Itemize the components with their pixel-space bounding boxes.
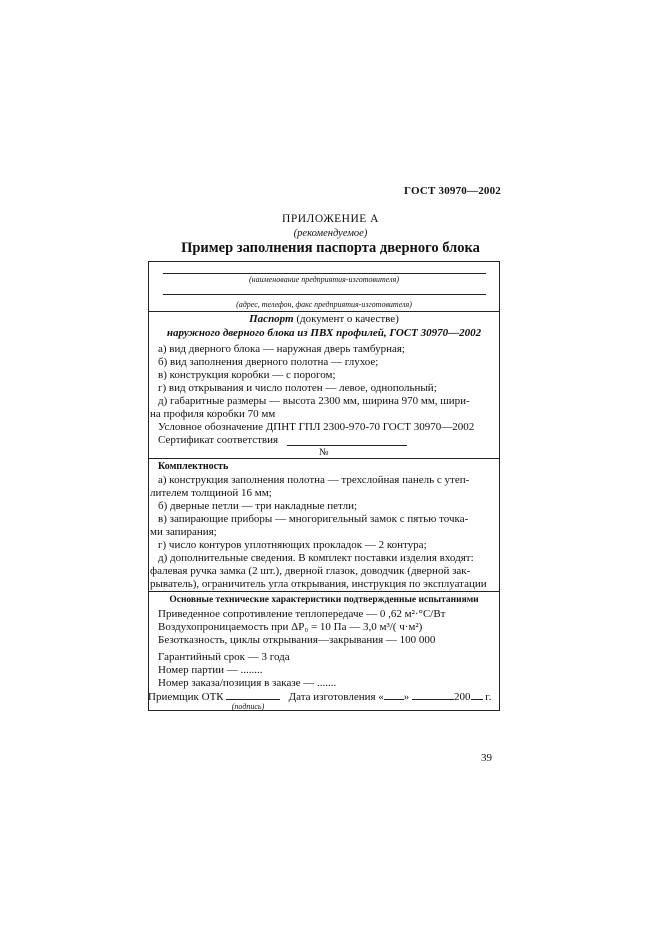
- tech-item: Приведенное сопротивление теплопередаче — 0 ,62 м²·°С/Вт: [158, 608, 446, 620]
- order-number: Номер заказа/позиция в заказе — .......: [158, 677, 337, 689]
- inspector-row: [148, 690, 491, 704]
- year-blank: [471, 690, 483, 700]
- section-divider: [148, 458, 500, 459]
- address-caption: (адрес, телефон, факс предприятия-изготовителя): [236, 300, 412, 309]
- spec-item: б) вид заполнения дверного полотна — глухое;: [158, 356, 379, 368]
- date-month-blank: [412, 690, 454, 700]
- year-suffix: г.: [485, 691, 492, 703]
- completeness-item: г) число контуров уплотняющих прокладок — 2 контура;: [158, 539, 427, 551]
- completeness-item: лителем толщиной 16 мм;: [150, 487, 272, 499]
- passport-word: Паспорт: [249, 313, 294, 325]
- address-line: [163, 294, 486, 295]
- designation: Условное обозначение ДПНТ ГПЛ 2300-970-70 ГОСТ 30970—2002: [158, 421, 475, 433]
- certificate-label: Сертификат соответствия: [158, 434, 279, 446]
- inspector-label: Приемщик ОТК: [148, 691, 224, 703]
- section-divider: [148, 591, 500, 592]
- manufacturer-caption: (наименование предприятия-изготовителя): [249, 275, 399, 284]
- completeness-item: в) запирающие приборы — многоригельный замок с пятью точка-: [158, 513, 469, 525]
- spec-item: д) габаритные размеры — высота 2300 мм, ширина 970 мм, шири-: [158, 395, 470, 407]
- passport-doc: (документ о качестве): [293, 313, 399, 325]
- section-divider: [148, 311, 500, 312]
- completeness-item: д) дополнительные сведения. В комплект поставки изделия входят:: [158, 552, 474, 564]
- completeness-item: ми запирания;: [150, 526, 217, 538]
- inspector-signature-blank: [226, 690, 280, 700]
- completeness-item: рыватель), ограничитель угла открывания, инструкция по эксплуатации: [150, 578, 487, 590]
- spec-item: на профиля коробки 70 мм: [150, 408, 276, 420]
- product-title: наружного дверного блока из ПВХ профилей, ГОСТ 30970—2002: [166, 327, 482, 339]
- tech-heading: Основные технические характеристики подтвержденные испытаниями: [169, 595, 479, 605]
- completeness-item: б) дверные петли — три накладные петли;: [158, 500, 358, 512]
- tech-item: Воздухопроницаемость при ΔP₀ = 10 Па — 3,0 м³/( ч·м²): [158, 621, 423, 633]
- completeness-heading: Комплектность: [158, 461, 229, 472]
- completeness-item: фалевая ручка замка (2 шт.), дверной глазок, доводчик (дверной зак-: [150, 565, 471, 577]
- number-sign: №: [319, 447, 329, 458]
- passport-heading: [148, 313, 500, 326]
- certificate-line: [287, 445, 407, 446]
- date-label: Дата изготовления «: [288, 691, 384, 703]
- appendix-subtitle: (рекомендуемое): [293, 228, 368, 239]
- batch-number: Номер партии — ........: [158, 664, 263, 676]
- page-number: 39: [481, 752, 492, 764]
- appendix-title: ПРИЛОЖЕНИЕ А: [282, 213, 379, 225]
- date-day-blank: [384, 690, 404, 700]
- signature-caption: (подпись): [231, 702, 265, 711]
- year-prefix: 200: [454, 691, 471, 703]
- warranty: Гарантийный срок — 3 года: [158, 651, 290, 663]
- manufacturer-line: [163, 273, 486, 274]
- spec-item: г) вид открывания и число полотен — левое, однопольный;: [158, 382, 437, 394]
- date-quote: »: [403, 691, 410, 703]
- spec-item: а) вид дверного блока — наружная дверь тамбурная;: [158, 343, 405, 355]
- appendix-heading: Пример заполнения паспорта дверного блока: [181, 240, 480, 256]
- spec-item: в) конструкция коробки — с порогом;: [158, 369, 336, 381]
- completeness-item: а) конструкция заполнения полотна — трехслойная панель с утеп-: [158, 474, 470, 486]
- tech-item: Безотказность, циклы открывания—закрывания — 100 000: [158, 634, 436, 646]
- gost-header: ГОСТ 30970—2002: [404, 185, 501, 197]
